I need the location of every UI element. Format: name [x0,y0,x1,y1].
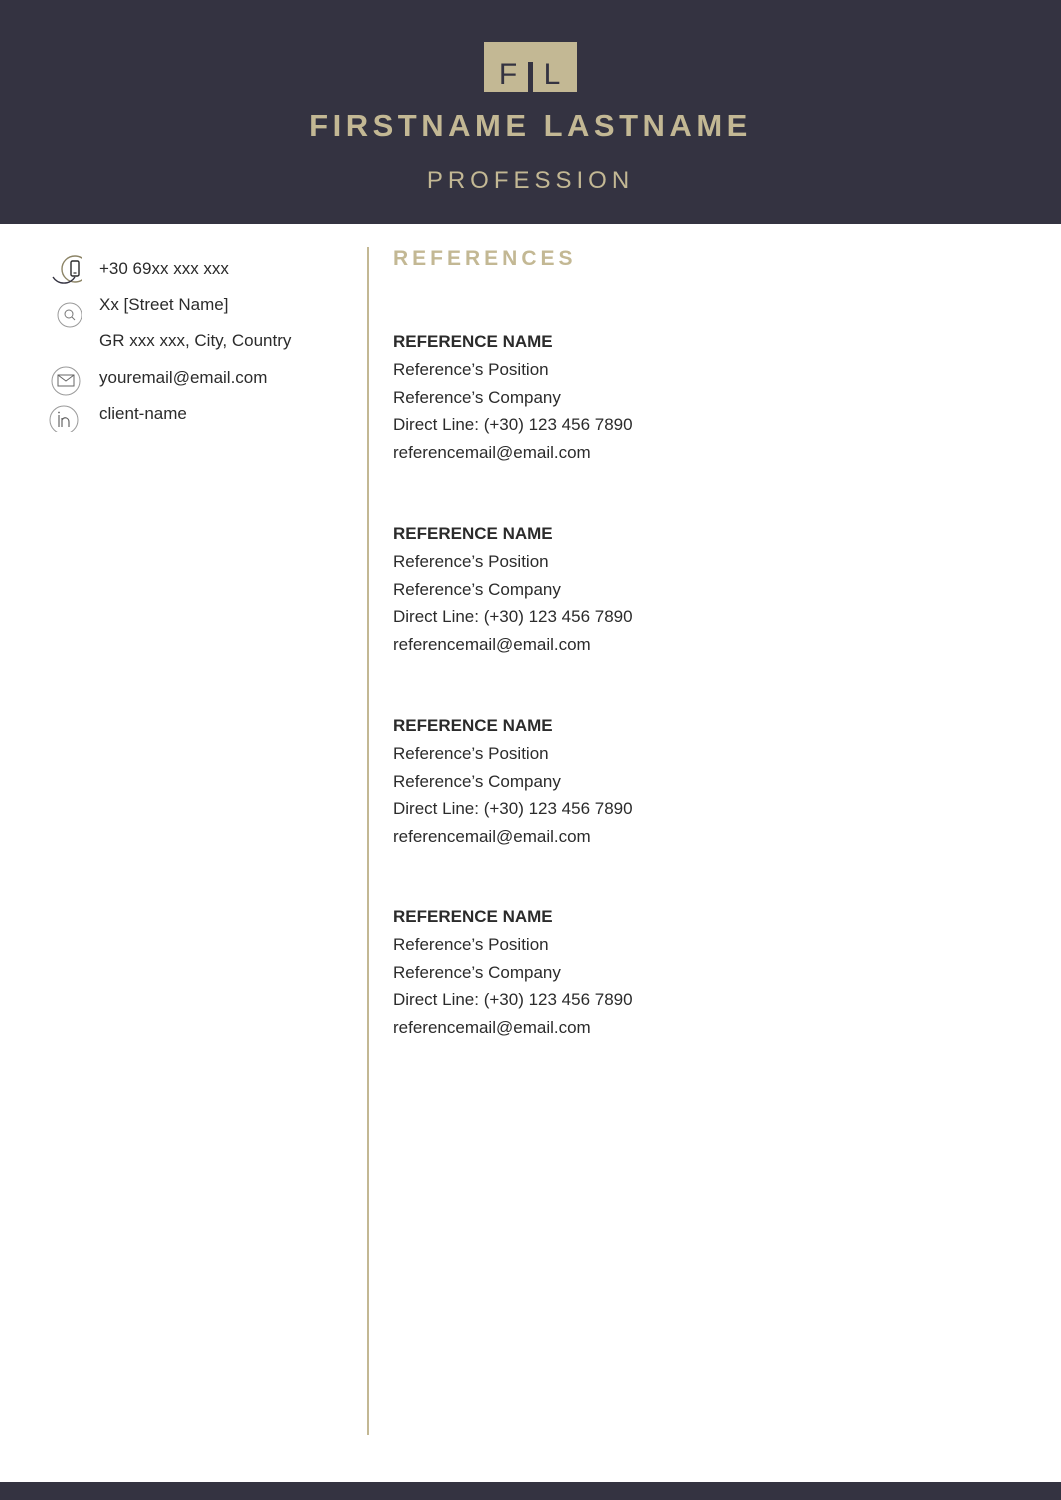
reference-position: Reference’s Position [393,934,549,954]
reference-name: REFERENCE NAME [393,332,553,351]
address-line-1: Xx [Street Name] [99,295,229,314]
monogram [484,42,577,92]
references-heading: REFERENCES [393,247,577,270]
contact-phone [46,253,356,287]
profession: PROFESSION [426,167,635,194]
reference-position: Reference’s Position [393,743,549,763]
monogram-divider [528,62,533,92]
monogram-first-initial: F [498,58,518,91]
contact-email [46,362,356,396]
reference-position: Reference’s Position [393,359,549,379]
header-band [0,0,1061,224]
reference-entry [393,520,993,659]
email-text[interactable]: youremail@email.com [99,368,268,387]
footer-band [0,1482,1061,1500]
reference-email[interactable]: referencemail@email.com [393,827,591,847]
reference-name: REFERENCE NAME [393,716,553,735]
location-icon [46,299,82,333]
reference-direct-line: Direct Line: (+30) 123 456 7890 [393,607,633,627]
reference-direct-line: Direct Line: (+30) 123 456 7890 [393,990,633,1010]
reference-company: Reference’s Company [393,962,561,982]
reference-email[interactable]: referencemail@email.com [393,1018,591,1038]
phone-text: +30 69xx xxx xxx [99,259,229,278]
reference-company: Reference’s Company [393,579,561,599]
monogram-last-initial: L [543,58,561,91]
reference-name: REFERENCE NAME [393,907,553,926]
reference-direct-line: Direct Line: (+30) 123 456 7890 [393,799,633,819]
linkedin-icon [46,398,82,432]
reference-company: Reference’s Company [393,387,561,407]
reference-entry [393,903,993,1042]
contact-linkedin [46,398,356,432]
mail-icon [46,362,82,396]
full-name: FIRSTNAME LASTNAME [309,108,752,143]
column-divider [367,247,369,1435]
reference-entry [393,328,993,467]
reference-name: REFERENCE NAME [393,524,553,543]
reference-company: Reference’s Company [393,771,561,791]
reference-entry [393,712,993,851]
linkedin-text[interactable]: client-name [99,404,187,423]
reference-direct-line: Direct Line: (+30) 123 456 7890 [393,415,633,435]
contact-address [46,289,356,350]
reference-email[interactable]: referencemail@email.com [393,635,591,655]
reference-email[interactable]: referencemail@email.com [393,443,591,463]
address-line-2: GR xxx xxx, City, Country [99,331,292,350]
reference-position: Reference’s Position [393,551,549,571]
phone-icon [46,253,82,287]
